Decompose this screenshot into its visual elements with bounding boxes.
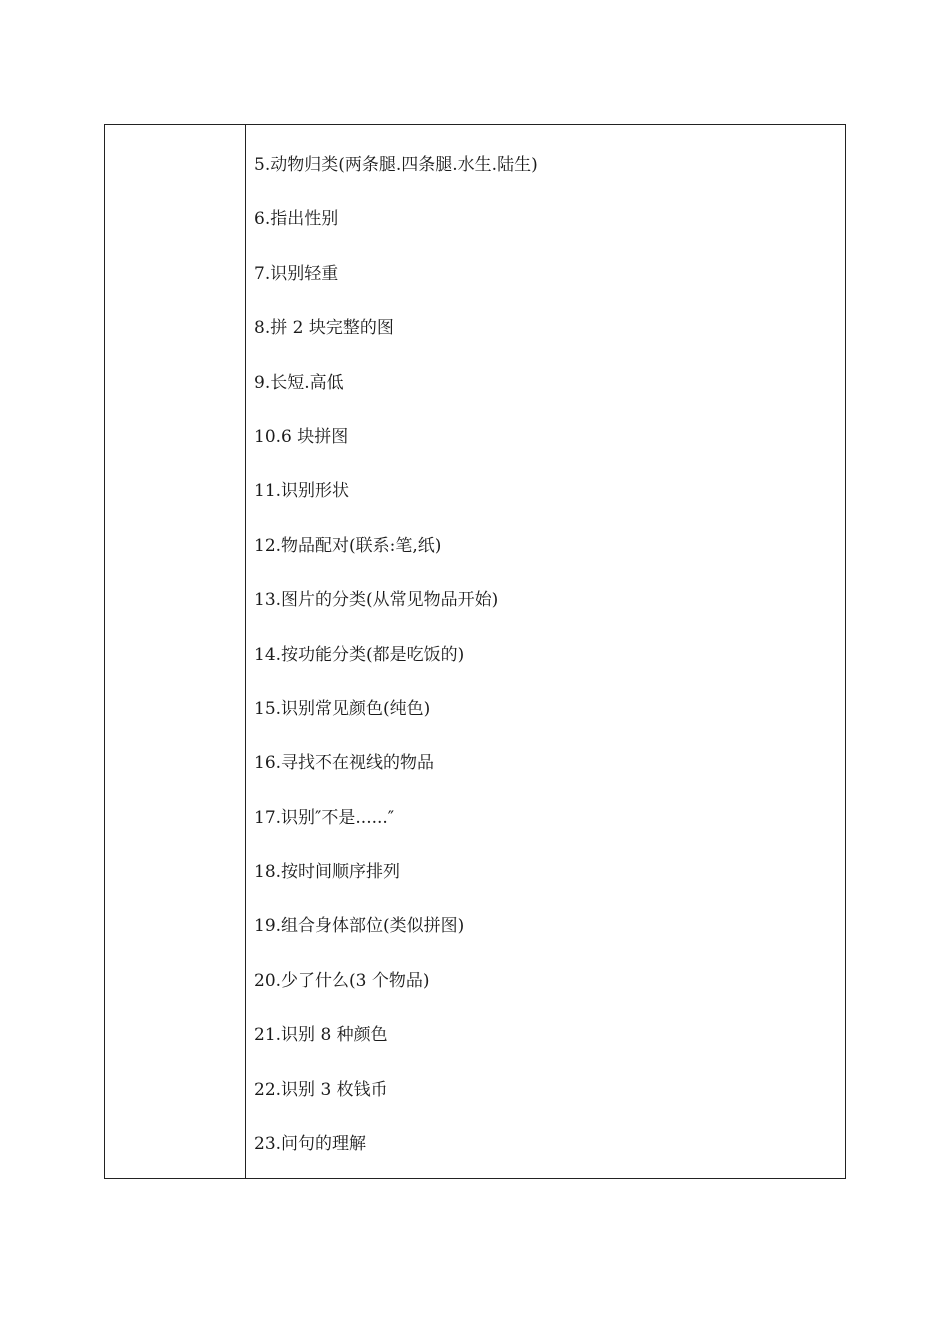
list-item: 10.6 块拼图 xyxy=(254,426,349,447)
list-item: 22.识别 3 枚钱币 xyxy=(254,1079,388,1100)
list-item: 6.指出性别 xyxy=(254,209,339,230)
table-right-cell xyxy=(246,125,845,1178)
list-item: 18.按时间顺序排列 xyxy=(254,862,401,883)
list-item: 17.识别″不是......″ xyxy=(254,807,395,828)
list-item: 12.物品配对(联系:笔,纸) xyxy=(254,535,442,556)
skill-list xyxy=(254,152,538,1185)
list-item: 23.问句的理解 xyxy=(254,1134,367,1155)
list-item: 11.识别形状 xyxy=(254,481,350,502)
list-item: 13.图片的分类(从常见物品开始) xyxy=(254,590,499,611)
list-item: 7.识别轻重 xyxy=(254,263,339,284)
list-item: 14.按功能分类(都是吃饭的) xyxy=(254,644,465,665)
list-item: 19.组合身体部位(类似拼图) xyxy=(254,916,465,937)
content-table xyxy=(104,124,846,1179)
table-left-cell xyxy=(105,125,246,1178)
list-item: 5.动物归类(两条腿.四条腿.水生.陆生) xyxy=(254,155,538,175)
list-item: 16.寻找不在视线的物品 xyxy=(254,753,435,774)
list-item: 21.识别 8 种颜色 xyxy=(254,1025,388,1046)
list-item: 8.拼 2 块完整的图 xyxy=(254,318,394,339)
list-item: 9.长短.高低 xyxy=(254,372,344,393)
list-item: 20.少了什么(3 个物品) xyxy=(254,970,430,991)
list-item: 15.识别常见颜色(纯色) xyxy=(254,698,431,719)
